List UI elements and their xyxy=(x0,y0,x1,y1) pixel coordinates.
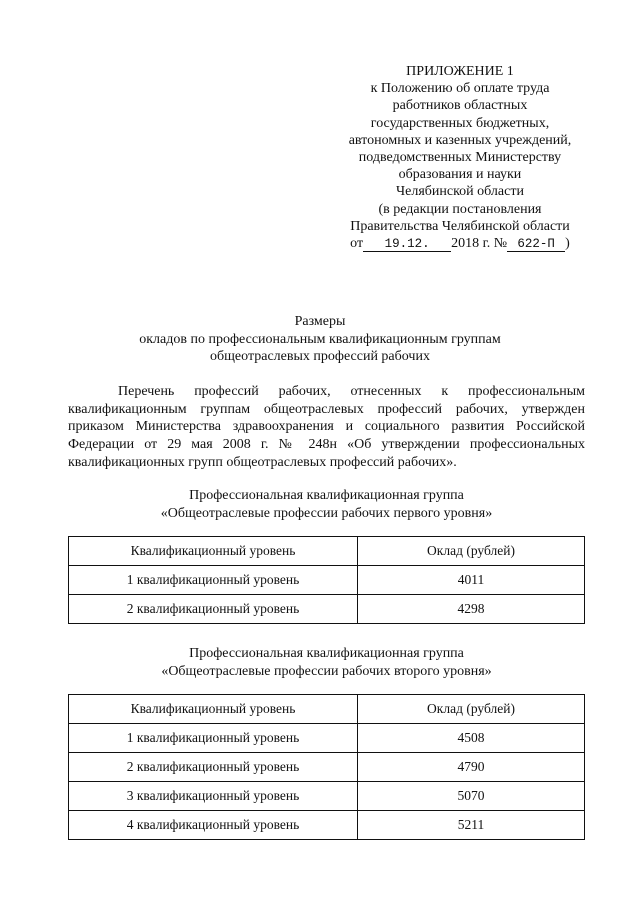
group-heading-first xyxy=(68,487,585,522)
group-heading-second xyxy=(68,645,585,680)
date-value: 19.12. xyxy=(363,237,451,252)
salary-cell: 4011 xyxy=(358,566,585,595)
appendix-title: ПРИЛОЖЕНИЕ 1 xyxy=(406,64,514,79)
decree-number: 622-П xyxy=(507,237,565,252)
appendix-line: работников областных xyxy=(392,98,528,114)
appendix-line: образования и науки xyxy=(398,167,522,183)
group-heading-line: Профессиональная квалификационная группа xyxy=(189,488,464,503)
column-header-salary: Оклад (рублей) xyxy=(358,695,585,724)
group-heading-line: «Общеотраслевые профессии рабочих первого уровня» xyxy=(160,505,493,521)
column-header-salary: Оклад (рублей) xyxy=(358,537,585,566)
date-prefix: от xyxy=(350,236,364,252)
closing-paren: ) xyxy=(565,236,570,252)
appendix-date-line xyxy=(330,235,590,252)
title-line: Размеры xyxy=(294,314,346,329)
appendix-line: автономных и казенных учреждений, xyxy=(348,132,572,148)
salary-cell: 5070 xyxy=(358,782,585,811)
group-heading-line: «Общеотраслевые профессии рабочих второго уровня» xyxy=(161,663,492,679)
appendix-block xyxy=(330,63,590,252)
title-line: общеотраслевых профессий рабочих xyxy=(210,349,430,364)
table-row xyxy=(69,811,585,840)
appendix-line: подведомственных Министерству xyxy=(358,150,562,166)
appendix-line: государственных бюджетных, xyxy=(370,115,550,131)
salary-cell: 4790 xyxy=(358,753,585,782)
table-row xyxy=(69,753,585,782)
level-cell: 1 квалификационный уровень xyxy=(69,724,358,753)
table-row xyxy=(69,566,585,595)
salary-table-first xyxy=(68,536,585,624)
appendix-line: Челябинской области xyxy=(396,184,524,200)
table-row xyxy=(69,595,585,624)
level-cell: 2 квалификационный уровень xyxy=(69,595,358,624)
level-cell: 3 квалификационный уровень xyxy=(69,782,358,811)
intro-paragraph: Перечень профессий рабочих, отнесенных к профессиональным квалификационным группам общеотраслевых профессий рабочих, утвержден приказом Министерства здравоохранения и социального развития Российской Федерации от 29 мая 2008 г. № 248н «Об утверждении профессиональных квалификационных групп общеотраслевых профессий рабочих». xyxy=(68,384,585,470)
level-cell: 4 квалификационный уровень xyxy=(69,811,358,840)
level-cell: 1 квалификационный уровень xyxy=(69,566,358,595)
year-text: 2018 г. № xyxy=(451,236,508,252)
column-header-level: Квалификационный уровень xyxy=(69,695,358,724)
document-title xyxy=(80,313,560,366)
column-header-level: Квалификационный уровень xyxy=(69,537,358,566)
title-line: окладов по профессиональным квалификационным группам xyxy=(139,331,501,347)
salary-cell: 4508 xyxy=(358,724,585,753)
table-header-row xyxy=(69,537,585,566)
table-row xyxy=(69,724,585,753)
level-cell: 2 квалификационный уровень xyxy=(69,753,358,782)
table-header-row xyxy=(69,695,585,724)
salary-table-second xyxy=(68,694,585,840)
appendix-line: (в редакции постановления xyxy=(378,201,542,217)
salary-cell: 4298 xyxy=(358,595,585,624)
table-row xyxy=(69,782,585,811)
salary-cell: 5211 xyxy=(358,811,585,840)
appendix-line: к Положению об оплате труда xyxy=(370,81,550,97)
group-heading-line: Профессиональная квалификационная группа xyxy=(189,646,464,661)
appendix-line: Правительства Челябинской области xyxy=(350,218,570,234)
